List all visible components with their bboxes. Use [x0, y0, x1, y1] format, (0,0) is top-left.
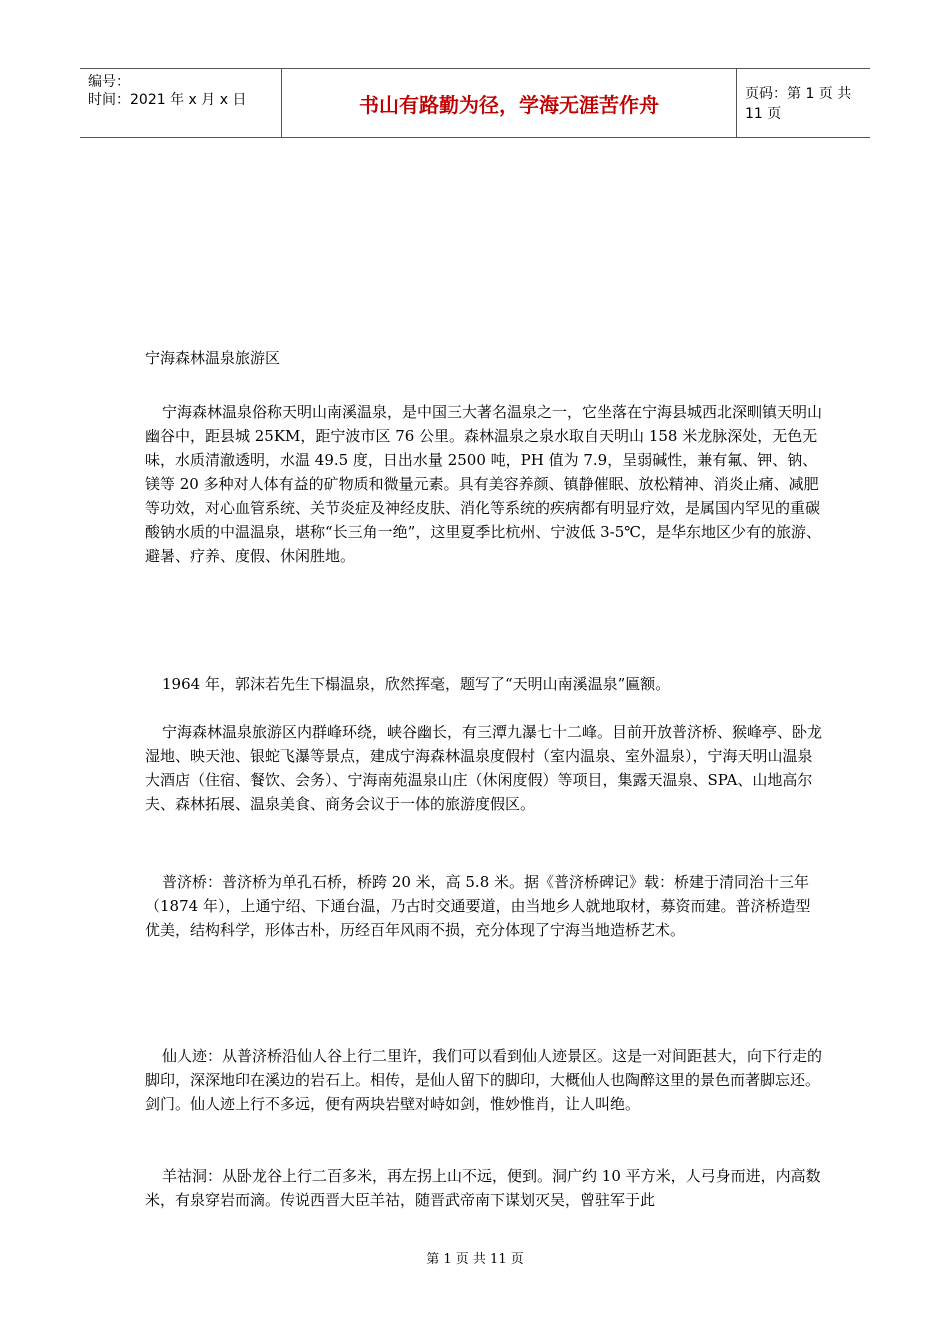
header-meta: [80, 69, 282, 137]
header-motto: 书山有路勤为径，学海无涯苦作舟: [282, 69, 737, 137]
page-footer: 第 1 页 共 11 页: [426, 1252, 524, 1267]
paragraph-jianmen: 剑门。仙人迹上行不多远，便有两块岩壁对峙如剑，惟妙惟肖，让人叫绝。: [145, 1095, 641, 1113]
paragraph-resort-overview: 宁海森林温泉旅游区内群峰环绕，峡谷幽长，有三潭九瀑七十二峰。目前开放普济桥、猴峰亭、卧龙湿地、映天池、银蛇飞瀑等景点，建成宁海森林温泉度假村（室内温泉、室外温泉），宁海天明山温泉大酒店（住宿、餐饮、会务）、宁海南苑温泉山庄（休闲度假）等项目，集露天温泉、SPA、山地高尔夫、森林拓展、温泉美食、商务会议于一体的旅游度假区。: [145, 723, 823, 813]
paragraph-yanghu-cave: 羊祜洞：从卧龙谷上行二百多米，再左拐上山不远，便到。洞广约 10 平方米，人弓身而进，内高数米，有泉穿岩而滴。传说西晋大臣羊祜，随晋武帝南下谋划灭吴，曾驻军于此: [145, 1167, 821, 1209]
paragraph-intro: 宁海森林温泉俗称天明山南溪温泉，是中国三大著名温泉之一，它坐落在宁海县城西北深甽镇天明山幽谷中，距县城 25KM，距宁波市区 76 公里。森林温泉之泉水取自天明山 158 米龙脉深处，无色无味，水质清澈透明，水温 49.5 度，日出水量 2500 吨，PH 值为 7.9，呈弱碱性，兼有氟、钾、钠、镁等 20 多种对人体有益的矿物质和微量元素。具有美容养颜、镇静催眠、放松精神、消炎止痛、减肥等功效，对心血管系统、关节炎症及神经皮肤、消化等系统的疾病都有明显疗效，是属国内罕见的重碳酸钠水质的中温温泉，堪称“长三角一绝”，这里夏季比杭州、宁波低 3-5℃，是华东地区少有的旅游、避暑、疗养、度假、休闲胜地。: [145, 403, 823, 565]
paragraph-puji-bridge: 普济桥：普济桥为单孔石桥，桥跨 20 米，高 5.8 米。据《普济桥碑记》载：桥建于清同治十三年（1874 年），上通宁绍、下通台温，乃古时交通要道，由当地乡人就地取材，募资而建。普济桥造型优美，结构科学，形体古朴，历经百年风雨不损，充分体现了宁海当地造桥艺术。: [145, 873, 811, 939]
paragraph-guo-moruo: 1964 年，郭沫若先生下榻温泉，欣然挥毫，题写了“天明山南溪温泉”匾额。: [162, 675, 671, 693]
document-date: 时间：2021 年 x 月 x 日: [88, 92, 247, 108]
header-page-info: 页码：第 1 页 共 11 页: [745, 86, 852, 122]
document-title: 宁海森林温泉旅游区: [145, 349, 281, 367]
document-number-label: 编号：: [88, 74, 130, 90]
paragraph-xianrenji: 仙人迹：从普济桥沿仙人谷上行二里许，我们可以看到仙人迹景区。这是一对间距甚大，向下行走的脚印，深深地印在溪边的岩石上。相传，是仙人留下的脚印，大概仙人也陶醉这里的景色而著脚忘还。 剑门。仙人迹上行不多远，便有两块岩壁对峙如剑，惟妙惟肖，让人叫绝。: [145, 1044, 825, 1116]
page-header: [80, 68, 870, 138]
